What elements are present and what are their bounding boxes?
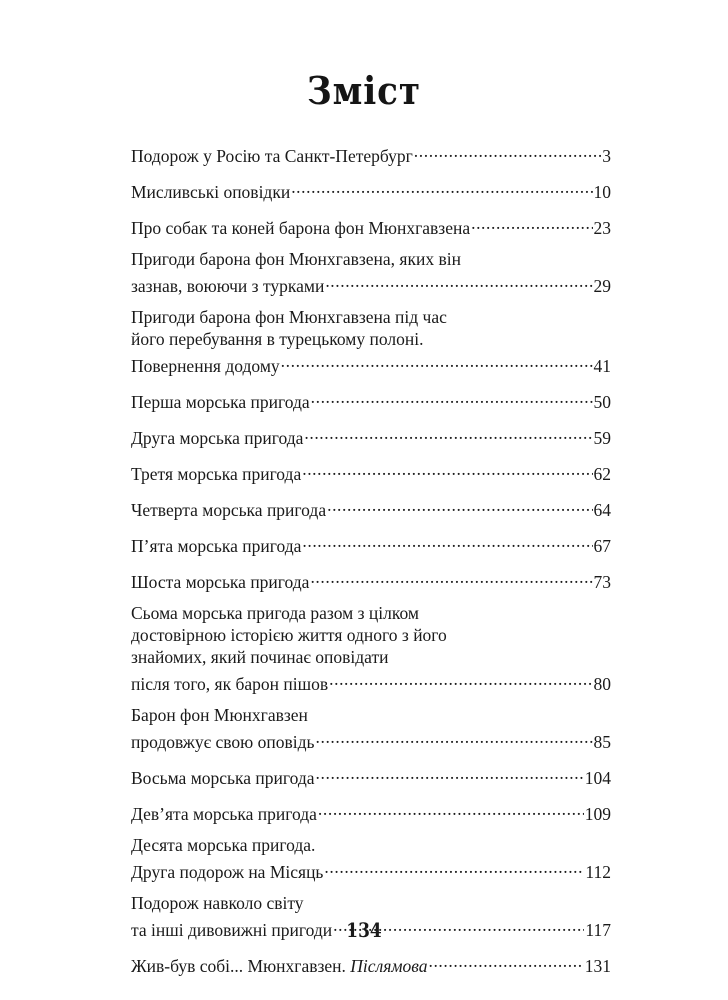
- toc-entry-final-line: [131, 856, 611, 883]
- toc-entry-line: Барон фон Мюнхгавзен: [131, 705, 308, 725]
- toc-entry-final-line: [131, 530, 611, 557]
- toc-entry-page-number: 73: [593, 572, 611, 592]
- toc-entry-title: Друга подорож на Місяць: [131, 862, 324, 882]
- toc-entry-final-line: [131, 726, 611, 753]
- toc-entry-title: та інші дивовижні пригоди: [131, 920, 333, 940]
- dot-leader: [318, 798, 584, 820]
- dot-leader: [291, 176, 592, 198]
- toc-entry-page-number: 104: [584, 768, 611, 788]
- toc-entry-final-line: [131, 762, 611, 789]
- toc-entry-page-number: 80: [593, 674, 611, 694]
- toc-entry-final-line: [131, 422, 611, 449]
- toc-entry-title: Шоста морська пригода: [131, 572, 310, 592]
- toc-entry-title: продовжує свою оповідь: [131, 732, 315, 752]
- dot-leader: [324, 856, 584, 878]
- toc-entry-final-line: [131, 458, 611, 485]
- toc-entry-line: знайомих, який починає оповідати: [131, 647, 389, 667]
- toc-entry: [131, 704, 611, 753]
- dot-leader: [281, 350, 593, 372]
- toc-entry-title: Восьма морська пригода: [131, 768, 315, 788]
- toc-entry: [131, 834, 611, 883]
- toc-entry-line: Пригоди барона фон Мюнхгавзена під час: [131, 307, 447, 327]
- page-title: Зміст: [307, 68, 421, 113]
- toc-entry-final-line: [131, 566, 611, 593]
- toc-entry: [131, 762, 611, 789]
- dot-leader: [329, 668, 592, 690]
- toc-entry-title: П’ята морська пригода: [131, 536, 302, 556]
- toc-entry-page-number: 117: [585, 920, 611, 940]
- toc-entry-final-line: [131, 386, 611, 413]
- toc-entry: [131, 494, 611, 521]
- toc-entry: [131, 306, 611, 377]
- toc-entry-title: Друга морська пригода: [131, 428, 304, 448]
- toc-entry-final-line: [131, 798, 611, 825]
- toc-entry: [131, 140, 611, 167]
- toc-entry-line: Сьома морська пригода разом з цілком: [131, 603, 419, 623]
- dot-leader: [414, 140, 601, 162]
- toc-entry: [131, 248, 611, 297]
- toc-entry-page-number: 10: [593, 182, 611, 202]
- toc-entry-title: Про собак та коней барона фон Мюнхгавзена: [131, 218, 471, 238]
- dot-leader: [325, 270, 592, 292]
- toc-entry: [131, 530, 611, 557]
- toc-entry-title: зазнав, воюючи з турками: [131, 276, 325, 296]
- dot-leader: [471, 212, 592, 234]
- toc-entry: [131, 176, 611, 203]
- toc-entry-line: Подорож навколо світу: [131, 893, 304, 913]
- toc-entry: [131, 602, 611, 695]
- toc-entry: [131, 798, 611, 825]
- toc-entry-line: Десята морська пригода.: [131, 835, 316, 855]
- toc-entry-page-number: 62: [593, 464, 611, 484]
- toc-entry-final-line: [131, 140, 611, 167]
- toc-entry-final-line: [131, 494, 611, 521]
- toc-entry: [131, 422, 611, 449]
- dot-leader: [327, 494, 592, 516]
- toc-entry-title: після того, як барон пішов: [131, 674, 329, 694]
- toc-entry-title: Жив-був собі... Мюнхгавзен.: [131, 956, 346, 976]
- toc-entry-page-number: 50: [593, 392, 611, 412]
- toc-entry-page-number: 23: [593, 218, 611, 238]
- toc-entry-page-number: 59: [593, 428, 611, 448]
- toc-entry-page-number: 29: [593, 276, 611, 296]
- toc-entry-line: його перебування в турецькому полоні.: [131, 329, 424, 349]
- toc-entry-final-line: [131, 950, 611, 977]
- toc-entry-page-number: 67: [593, 536, 611, 556]
- dot-leader: [316, 762, 584, 784]
- toc-entry-title: Подорож у Росію та Санкт-Петербург: [131, 146, 413, 166]
- toc-entry: [131, 566, 611, 593]
- toc-entry-page-number: 85: [593, 732, 611, 752]
- dot-leader: [302, 458, 592, 480]
- dot-leader: [302, 530, 592, 552]
- toc-entry-afterword-label: Післямова: [350, 956, 428, 976]
- toc-entry-title: Перша морська пригода: [131, 392, 310, 412]
- dot-leader: [316, 726, 593, 748]
- toc-entry-line: достовірною історією життя одного з його: [131, 625, 447, 645]
- toc-entry-title: Мисливські оповідки: [131, 182, 291, 202]
- toc-entry: [131, 212, 611, 239]
- dot-leader: [304, 422, 592, 444]
- toc-entry-title: Повернення додому: [131, 356, 280, 376]
- dot-leader: [310, 566, 592, 588]
- toc-entry-line: Пригоди барона фон Мюнхгавзена, яких він: [131, 249, 461, 269]
- toc-entry-title: Дев’ята морська пригода: [131, 804, 317, 824]
- toc-entry-page-number: 64: [593, 500, 611, 520]
- toc-entry-final-line: [131, 212, 611, 239]
- toc-entry-page-number: 109: [584, 804, 611, 824]
- dot-leader: [311, 386, 593, 408]
- toc-entry: [131, 386, 611, 413]
- dot-leader: [428, 950, 583, 972]
- toc-entry: [131, 950, 611, 977]
- toc-entry: [131, 458, 611, 485]
- toc-entry-final-line: [131, 350, 611, 377]
- toc-entry-final-line: [131, 668, 611, 695]
- toc-entry-final-line: [131, 176, 611, 203]
- toc-entry-page-number: 3: [602, 146, 611, 166]
- toc-entry-final-line: [131, 270, 611, 297]
- toc-entry-page-number: 41: [593, 356, 611, 376]
- toc-entry-page-number: 131: [584, 956, 611, 976]
- page-number: 134: [346, 918, 382, 942]
- toc-entry-page-number: 112: [585, 862, 611, 882]
- toc-entry-title: Четверта морська пригода: [131, 500, 327, 520]
- toc-entry-title: Третя морська пригода: [131, 464, 302, 484]
